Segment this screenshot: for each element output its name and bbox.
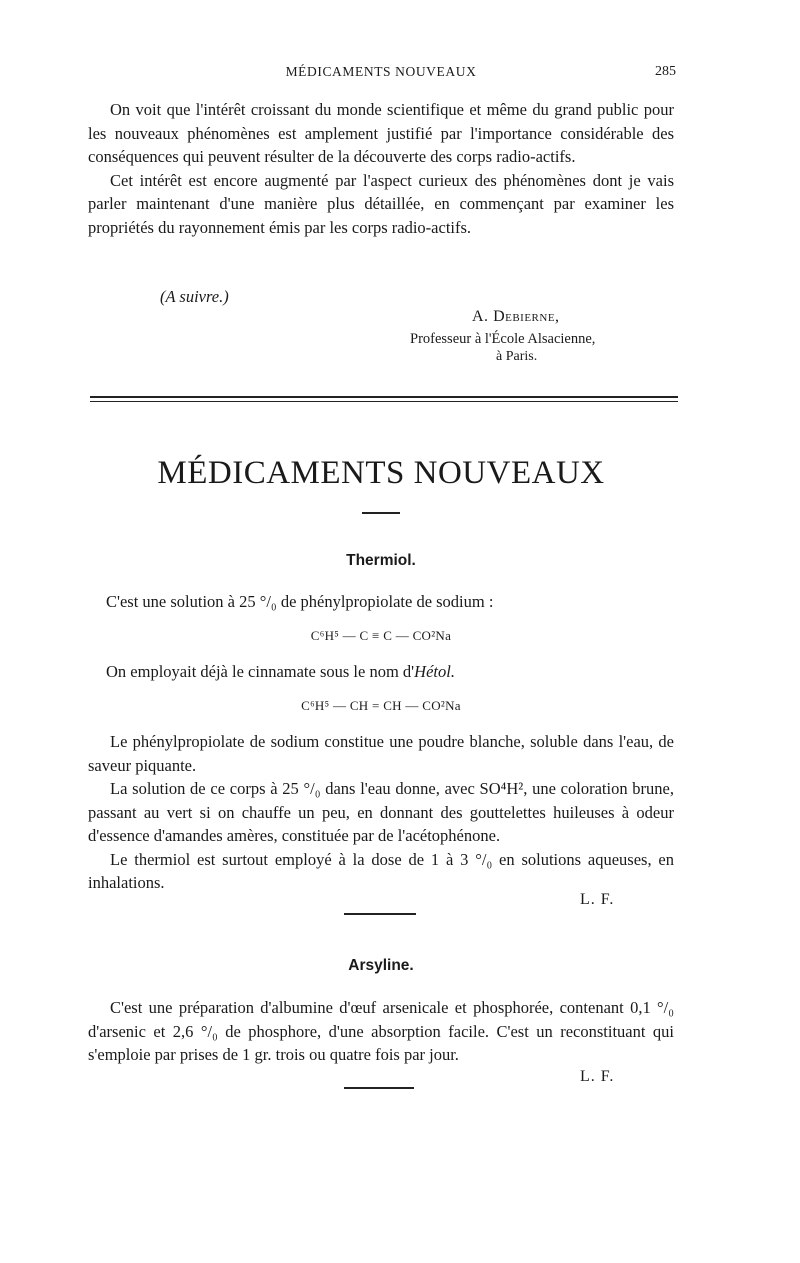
arsyline-heading: Arsyline. [348,957,414,974]
arsyline-text [88,996,674,1067]
page-header [86,64,676,86]
page-number: 285 [655,64,676,79]
paragraph: La solution de ce corps à 25 °/₀ dans l'eau donne, avec SO⁴H², une coloration brune, passant au vert si on chauffe un peu, en donnant des gouttelettes huileuses à odeur d'essence d'amandes amères, constituée par de l'acétophénone. [88,779,674,845]
to-be-continued: (A suivre.) [160,287,229,306]
author-surname: Debierne, [493,308,560,325]
formula-cinnamate: C⁶H⁵ — CH = CH — CO²Na [301,698,461,713]
paragraph: Le thermiol est surtout employé à la dose de 1 à 3 °/₀ en solutions aqueuses, en inhalations. [88,849,674,892]
author-initial: A. [472,308,489,325]
running-title: MÉDICAMENTS NOUVEAUX [285,64,477,79]
arsyline-signoff: L. F. [580,1068,615,1085]
hetol-line [106,662,455,682]
author-role: Professeur à l'École Alsacienne, [410,331,596,347]
thermiol-end-rule [344,913,416,915]
section-title: MÉDICAMENTS NOUVEAUX [157,455,605,491]
thermiol-heading: Thermiol. [346,552,416,569]
paragraph: Cet intérêt est encore augmenté par l'aspect curieux des phénomènes dont je vais parler maintenant d'une manière plus détaillée, en commençant par examiner les propriétés du rayonnement émis par les corps radio-actifs. [88,170,674,237]
section-divider-top [90,396,678,398]
paragraph: C'est une préparation d'albumine d'œuf arsenicale et phosphorée, contenant 0,1 °/₀ d'arsenic et 2,6 °/₀ de phosphore, d'une absorption facile. C'est un reconstituant qui s'emploie par prises de 1 gr. trois ou quatre fois par jour. [88,998,674,1064]
hetol-prefix: On employait déjà le cinnamate sous le nom d' [106,662,415,681]
formula-phenylpropiolate: C⁶H⁵ — C ≡ C — CO²Na [310,628,452,643]
section-divider-bottom [90,401,678,402]
title-rule [362,512,400,514]
previous-article-text [88,98,674,239]
hetol-name: Hétol. [414,662,455,681]
thermiol-signoff: L. F. [580,891,615,908]
author-name [472,308,560,326]
thermiol-text [88,730,674,895]
author-city: à Paris. [496,349,538,364]
paragraph: Le phénylpropiolate de sodium constitue une poudre blanche, soluble dans l'eau, de saveur piquante. [88,732,674,775]
paragraph: On voit que l'intérêt croissant du monde scientifique et même du grand public pour les nouveaux phénomènes est amplement justifié par l'importance considérable des conséquences qui peuvent résulter de la découverte des corps radio-actifs. [88,100,674,166]
arsyline-end-rule [344,1087,414,1089]
thermiol-intro: C'est une solution à 25 °/₀ de phénylpropiolate de sodium : [106,592,494,611]
